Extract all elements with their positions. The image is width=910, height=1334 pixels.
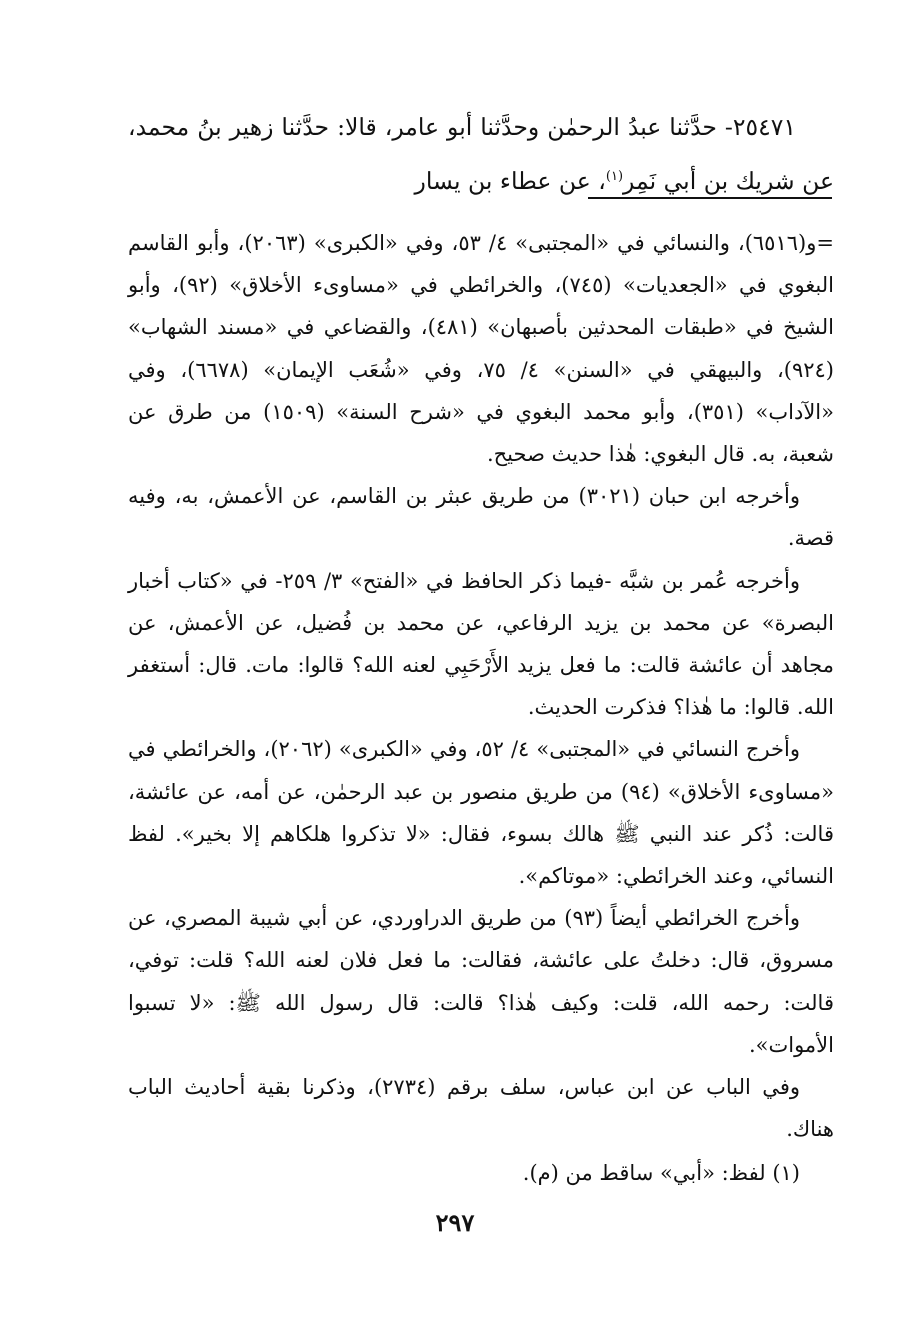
hadith-text-block xyxy=(128,100,834,208)
commentary-paragraph-2: وأخرجه ابن حبان (٣٠٢١) من طريق عبثر بن القاسم، عن الأعمش، به، وفيه قصة. xyxy=(128,484,834,551)
hadith-paragraph xyxy=(128,100,834,208)
commentary-paragraph-1: =و(٦٥١٦)، والنسائي في «المجتبى» ٤/ ٥٣، وفي «الكبرى» (٢٠٦٣)، وأبو القاسم البغوي في «الجعديات» (٧٤٥)، والخرائطي في «مساوىء الأخلاق» (٩٢)، وأبو الشيخ في «طبقات المحدثين بأصبهان» (٤٨١)، والقضاعي في «مسند الشهاب» (٩٢٤)، والبيهقي في «السنن» ٤/ ٧٥، وفي «شُعَب الإيمان» (٦٦٧٨)، وفي «الآداب» (٣٥١)، وأبو محمد البغوي في «شرح السنة» (١٥٠٩) من طرق عن شعبة، به. قال البغوي: هٰذا حديث صحيح. xyxy=(128,231,834,467)
commentary-paragraph-3: وأخرجه عُمر بن شبَّه -فيما ذكر الحافظ في «الفتح» ٣/ ٢٥٩- في «كتاب أخبار البصرة» عن محمد بن يزيد الرفاعي، عن محمد بن فُضيل، عن الأعمش، عن مجاهد أن عائشة قالت: ما فعل يزيد الأَرْحَبِي لعنه الله؟ قالوا: مات. قال: أستغفر الله. قالوا: ما هٰذا؟ فذكرت الحديث. xyxy=(128,568,834,720)
hadith-text-continued: ، عن عطاء بن يسار xyxy=(414,167,606,195)
footnote: (١) لفظ: «أبي» ساقط من (م). xyxy=(522,1161,800,1186)
footnote-separator-line xyxy=(588,197,832,199)
commentary-paragraph-6: وفي الباب عن ابن عباس، سلف برقم (٢٧٣٤)، وذكرنا بقية أحاديث الباب هناك. xyxy=(128,1075,834,1142)
commentary-block xyxy=(128,222,834,1195)
footnote-reference: (١) xyxy=(605,169,624,185)
page-number: ٢٩٧ xyxy=(435,1208,475,1237)
commentary-paragraph-4: وأخرج النسائي في «المجتبى» ٤/ ٥٢، وفي «الكبرى» (٢٠٦٢)، والخرائطي في «مساوىء الأخلاق» (٩٤) من طريق منصور بن عبد الرحمٰن، عن أمه، عن عائشة، قالت: ذُكر عند النبي ﷺ هالك بسوء، فقال: «لا تذكروا هلكاهم إلا بخير». لفظ النسائي، وعند الخرائطي: «موتاكم». xyxy=(128,737,834,889)
commentary-paragraph-5: وأخرج الخرائطي أيضاً (٩٣) من طريق الدراوردي، عن أبي شيبة المصري، عن مسروق، قال: دخلتُ على عائشة، فقالت: ما فعل فلان لعنه الله؟ قلت: توفي، قالت: رحمه الله، قلت: وكيف هٰذا؟ قالت: قال رسول الله ﷺ: «لا تسبوا الأموات». xyxy=(128,906,834,1057)
hadith-text: ٢٥٤٧١- حدَّثنا عبدُ الرحمٰن وحدَّثنا أبو عامر، قالا: حدَّثنا زهير بنُ محمد، عن شريك بن أبي نَمِر xyxy=(128,113,834,195)
